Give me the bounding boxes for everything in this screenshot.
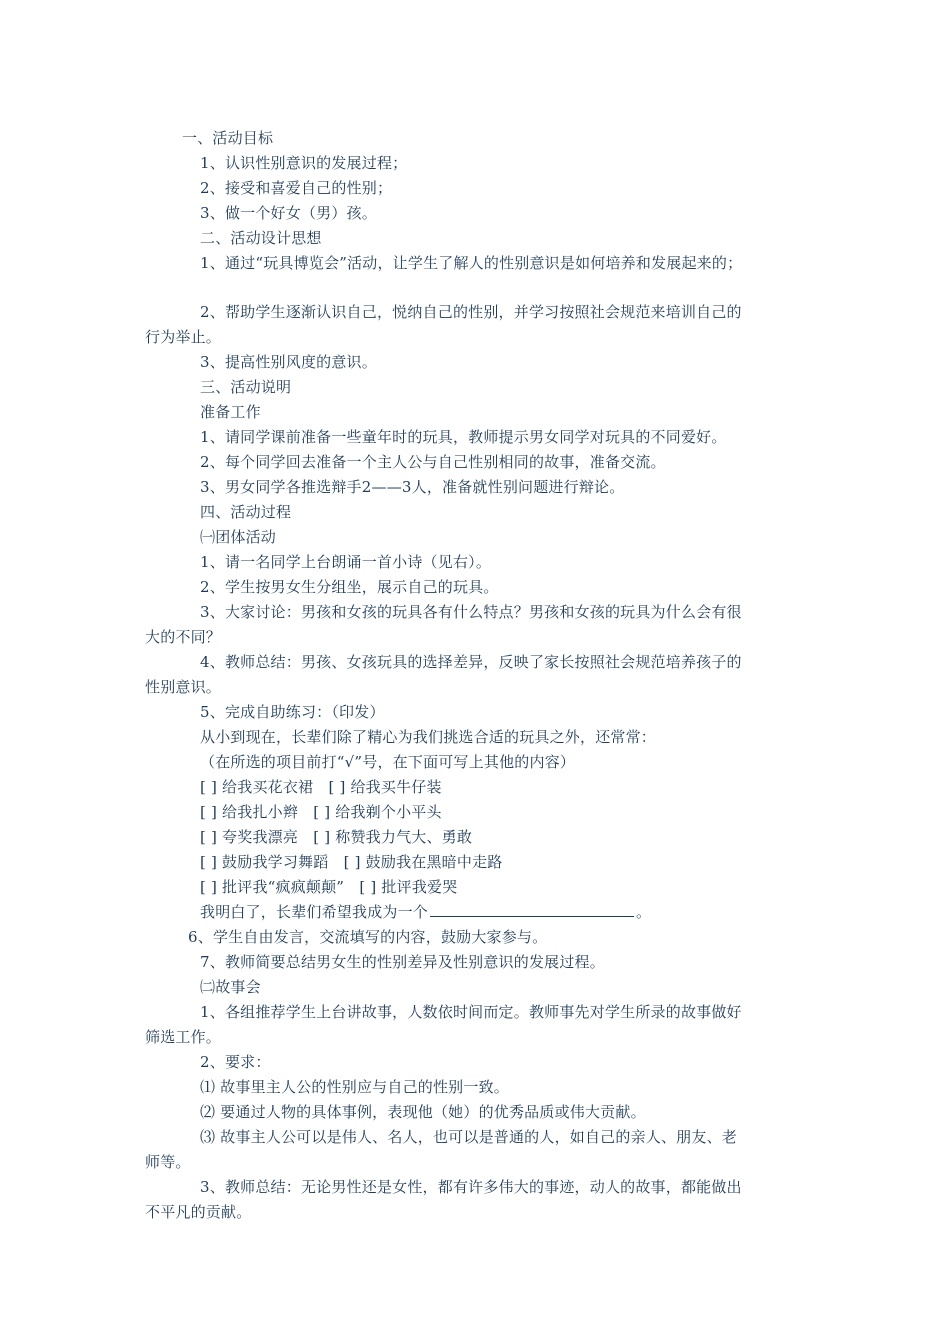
exercise-conclusion-end: 。 (636, 903, 652, 921)
activity-item-cont: 大的不同？ (145, 628, 222, 646)
exercise-option-row: [ ] 批评我“疯疯颠颠” [ ] 批评我爱哭 (200, 878, 458, 896)
goal-item: 3、做一个好女（男）孩。 (200, 204, 377, 222)
activity-item: 2、学生按男女生分组坐，展示自己的玩具。 (200, 578, 499, 596)
prep-item: 3、男女同学各推选辩手2——3人，准备就性别问题进行辩论。 (200, 478, 625, 496)
story-item: 2、要求： (200, 1053, 271, 1071)
design-item: 2、帮助学生逐渐认识自己，悦纳自己的性别，并学习按照社会规范来培训自己的 (200, 303, 742, 321)
requirement-item-cont: 师等。 (145, 1153, 191, 1171)
requirement-item: ⑵ 要通过人物的具体事例，表现他（她）的优秀品质或伟大贡献。 (200, 1103, 646, 1121)
heading-goals: 一、活动目标 (182, 129, 274, 147)
goal-item: 1、认识性别意识的发展过程； (200, 154, 408, 172)
prep-item: 1、请同学课前准备一些童年时的玩具，教师提示男女同学对玩具的不同爱好。 (200, 428, 727, 446)
exercise-conclusion-text: 我明白了，长辈们希望我成为一个 (200, 903, 429, 921)
story-item: 3、教师总结：无论男性还是女性，都有许多伟大的事迹，动人的故事，都能做出 (200, 1178, 742, 1196)
exercise-option-row: [ ] 夸奖我漂亮 [ ] 称赞我力气大、勇敢 (200, 828, 473, 846)
requirement-item: ⑴ 故事里主人公的性别应与自己的性别一致。 (200, 1078, 509, 1096)
requirement-item: ⑶ 故事主人公可以是伟人、名人，也可以是普通的人，如自己的亲人、朋友、老 (200, 1128, 737, 1146)
story-item-cont: 不平凡的贡献。 (145, 1203, 252, 1221)
exercise-conclusion (200, 902, 651, 922)
story-item-cont: 筛选工作。 (145, 1028, 222, 1046)
subheading-story-meeting: ㈡故事会 (200, 978, 261, 996)
prep-item: 2、每个同学回去准备一个主人公与自己性别相同的故事，准备交流。 (200, 453, 666, 471)
heading-explanation: 三、活动说明 (200, 378, 292, 396)
exercise-intro: 从小到现在，长辈们除了精心为我们挑选合适的玩具之外，还常常： (200, 728, 657, 746)
activity-item: 1、请一名同学上台朗诵一首小诗（见右）。 (200, 553, 492, 571)
exercise-option-row: [ ] 给我买花衣裙 [ ] 给我买牛仔装 (200, 778, 442, 796)
design-item: 3、提高性别风度的意识。 (200, 353, 377, 371)
heading-process: 四、活动过程 (200, 503, 292, 521)
exercise-option-row: [ ] 鼓励我学习舞蹈 [ ] 鼓励我在黑暗中走路 (200, 853, 503, 871)
design-item-cont: 行为举止。 (145, 328, 222, 346)
activity-item: 6、学生自由发言，交流填写的内容，鼓励大家参与。 (188, 928, 548, 946)
activity-item: 4、教师总结：男孩、女孩玩具的选择差异，反映了家长按照社会规范培养孩子的 (200, 653, 742, 671)
exercise-instruction: （在所选的项目前打“√”号，在下面可写上其他的内容） (200, 753, 576, 771)
heading-design: 二、活动设计思想 (200, 229, 322, 247)
exercise-option-row: [ ] 给我扎小辫 [ ] 给我剃个小平头 (200, 803, 442, 821)
activity-item: 7、教师简要总结男女生的性别差异及性别意识的发展过程。 (200, 953, 605, 971)
design-item: 1、通过“玩具博览会”活动，让学生了解人的性别意识是如何培养和发展起来的； (200, 254, 743, 272)
activity-item: 3、大家讨论：男孩和女孩的玩具各有什么特点？男孩和女孩的玩具为什么会有很 (200, 603, 742, 621)
goal-item: 2、接受和喜爱自己的性别； (200, 179, 393, 197)
fill-in-blank (430, 902, 634, 917)
activity-item-cont: 性别意识。 (145, 678, 222, 696)
subheading-group-activity: ㈠团体活动 (200, 528, 277, 546)
activity-item: 5、完成自助练习：（印发） (200, 703, 385, 721)
story-item: 1、各组推荐学生上台讲故事，人数依时间而定。教师事先对学生所录的故事做好 (200, 1003, 742, 1021)
subheading-preparation: 准备工作 (200, 403, 261, 421)
